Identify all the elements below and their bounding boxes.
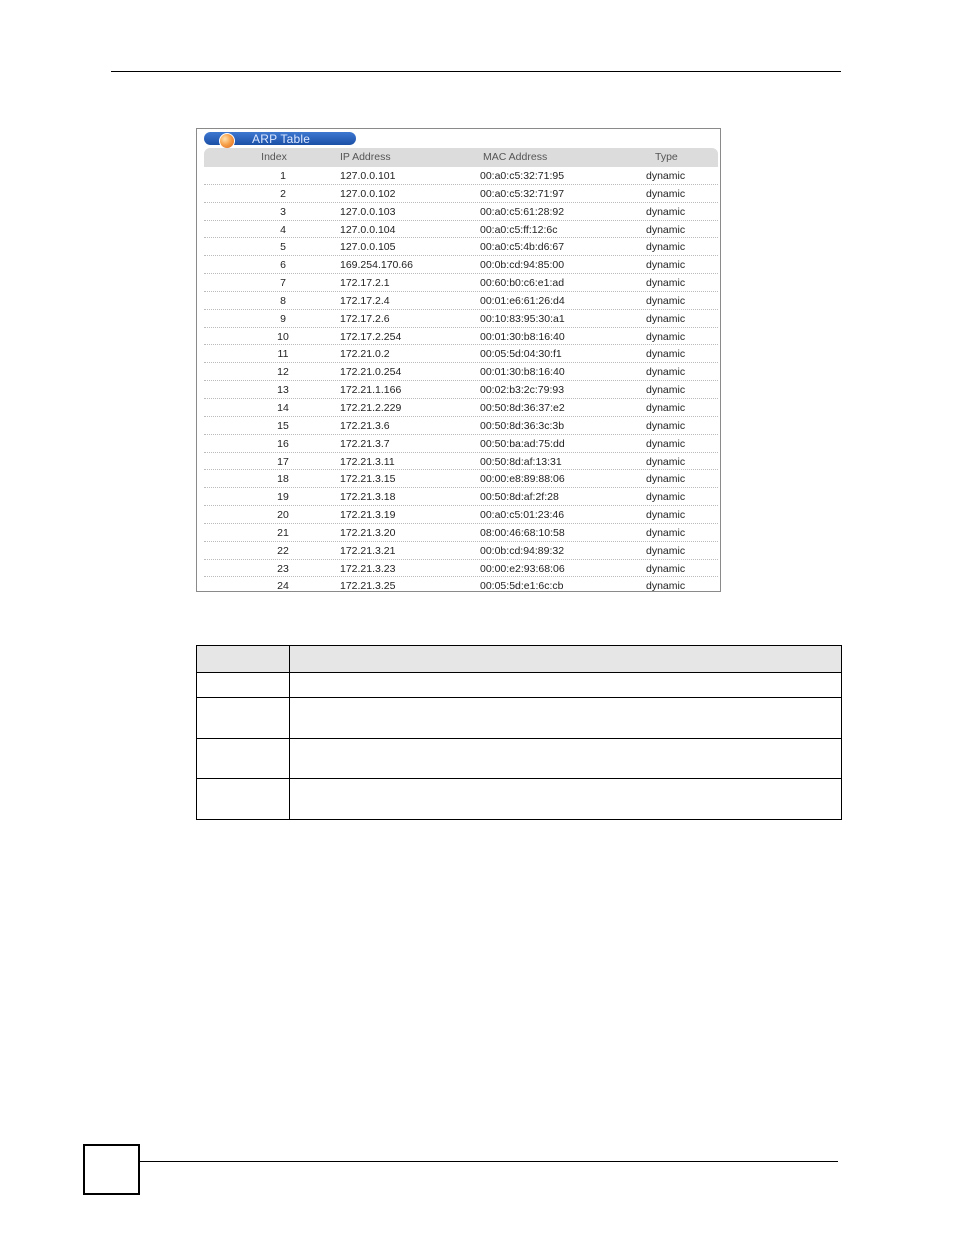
type-cell: dynamic [646, 473, 686, 486]
index-cell: 23 [277, 562, 289, 575]
ip-address-cell: 172.21.0.2 [340, 348, 390, 361]
type-cell: dynamic [646, 437, 686, 450]
table-row [204, 238, 718, 256]
table-row [197, 673, 842, 697]
type-cell: dynamic [646, 205, 686, 218]
table-row [204, 221, 718, 239]
index-cell: 2 [280, 187, 286, 200]
type-cell: dynamic [646, 366, 686, 379]
mac-address-cell: 00:60:b0:c6:e1:ad [480, 277, 565, 290]
ip-address-cell: 172.21.3.25 [340, 580, 396, 592]
table-row [204, 167, 718, 185]
ip-address-cell: 172.21.3.11 [340, 455, 395, 468]
label-cell [197, 697, 290, 738]
type-cell: dynamic [646, 223, 686, 236]
index-cell: 10 [277, 330, 289, 343]
mac-address-cell: 08:00:46:68:10:58 [480, 526, 565, 539]
type-cell: dynamic [646, 384, 686, 397]
ip-address-cell: 172.21.3.15 [340, 473, 396, 486]
ip-address-cell: 127.0.0.104 [340, 223, 396, 236]
description-cell [290, 697, 842, 738]
mac-address-cell: 00:05:5d:e1:6c:cb [480, 580, 564, 592]
arp-table-title: ARP Table [252, 132, 311, 146]
ip-address-cell: 127.0.0.102 [340, 187, 396, 200]
index-cell: 7 [280, 277, 286, 290]
table-row [204, 310, 718, 328]
table-row [204, 256, 718, 274]
arp-table-screenshot [196, 128, 721, 592]
ip-address-cell: 127.0.0.103 [340, 205, 396, 218]
orb-icon [219, 133, 235, 149]
type-cell: dynamic [646, 312, 686, 325]
type-cell: dynamic [646, 562, 686, 575]
ip-address-cell: 172.17.2.4 [340, 294, 390, 307]
type-cell: dynamic [646, 401, 686, 414]
mac-address-cell: 00:05:5d:04:30:f1 [480, 348, 562, 361]
type-cell: dynamic [646, 419, 686, 432]
description-cell [290, 673, 842, 697]
index-cell: 24 [277, 580, 289, 592]
ip-address-cell: 172.17.2.6 [340, 312, 390, 325]
column-header-index: Index [261, 151, 287, 163]
ip-address-cell: 172.21.3.6 [340, 419, 390, 432]
table-row [204, 381, 718, 399]
title-bar [204, 132, 356, 145]
type-cell: dynamic [646, 509, 686, 522]
table-row [204, 577, 718, 592]
table-row [204, 488, 718, 506]
ip-address-cell: 172.21.3.23 [340, 562, 396, 575]
table-row [204, 399, 718, 417]
index-cell: 17 [277, 455, 289, 468]
header-rule [111, 71, 841, 72]
ip-address-cell: 172.21.2.229 [340, 401, 402, 414]
type-cell: dynamic [646, 544, 686, 557]
table-row [204, 363, 718, 381]
mac-address-cell: 00:a0:c5:4b:d6:67 [480, 241, 565, 254]
description-cell [290, 779, 842, 820]
type-cell: dynamic [646, 294, 686, 307]
table-row [204, 542, 718, 560]
column-header-ip-address: IP Address [340, 151, 391, 163]
index-cell: 13 [277, 384, 289, 397]
index-cell: 3 [280, 205, 286, 218]
mac-address-cell: 00:a0:c5:32:71:97 [480, 187, 565, 200]
table-row [204, 274, 718, 292]
ip-address-cell: 172.21.3.18 [340, 491, 396, 504]
type-cell: dynamic [646, 259, 686, 272]
column-header-type: Type [655, 151, 678, 163]
description-table-header [197, 646, 842, 673]
mac-address-cell: 00:01:30:b8:16:40 [480, 366, 565, 379]
index-cell: 9 [280, 312, 286, 325]
arp-table-header [204, 148, 718, 167]
index-cell: 11 [277, 348, 289, 361]
type-cell: dynamic [646, 241, 686, 254]
table-row [197, 738, 842, 779]
mac-address-cell: 00:50:8d:36:3c:3b [480, 419, 565, 432]
description-table [196, 645, 842, 820]
table-row [204, 185, 718, 203]
column-header-mac-address: MAC Address [483, 151, 548, 163]
table-row [204, 417, 718, 435]
mac-address-cell: 00:a0:c5:01:23:46 [480, 509, 565, 522]
mac-address-cell: 00:a0:c5:ff:12:6c [480, 223, 558, 236]
label-header-cell [197, 646, 290, 673]
ip-address-cell: 172.21.3.7 [340, 437, 390, 450]
arp-table-body [204, 167, 718, 592]
type-cell: dynamic [646, 348, 686, 361]
table-row [204, 328, 718, 346]
index-cell: 16 [277, 437, 289, 450]
table-row [204, 560, 718, 578]
mac-address-cell: 00:a0:c5:61:28:92 [480, 205, 565, 218]
type-cell: dynamic [646, 491, 686, 504]
mac-address-cell: 00:02:b3:2c:79:93 [480, 384, 565, 397]
table-row [197, 779, 842, 820]
label-cell [197, 738, 290, 779]
table-row [204, 203, 718, 221]
table-row [197, 697, 842, 738]
mac-address-cell: 00:a0:c5:32:71:95 [480, 170, 565, 182]
index-cell: 21 [277, 526, 289, 539]
type-cell: dynamic [646, 455, 686, 468]
index-cell: 20 [277, 509, 289, 522]
mac-address-cell: 00:0b:cd:94:85:00 [480, 259, 565, 272]
index-cell: 5 [280, 241, 286, 254]
type-cell: dynamic [646, 187, 686, 200]
table-row [204, 524, 718, 542]
index-cell: 8 [280, 294, 286, 307]
index-cell: 22 [277, 544, 289, 557]
ip-address-cell: 172.21.3.19 [340, 509, 396, 522]
ip-address-cell: 172.21.1.166 [340, 384, 402, 397]
ip-address-cell: 127.0.0.105 [340, 241, 396, 254]
ip-address-cell: 172.21.3.21 [340, 544, 396, 557]
description-cell [290, 738, 842, 779]
index-cell: 15 [277, 419, 289, 432]
mac-address-cell: 00:10:83:95:30:a1 [480, 312, 565, 325]
mac-address-cell: 00:50:8d:af:2f:28 [480, 491, 559, 504]
ip-address-cell: 172.17.2.254 [340, 330, 402, 343]
ip-address-cell: 169.254.170.66 [340, 259, 413, 272]
mac-address-cell: 00:00:e8:89:88:06 [480, 473, 565, 486]
index-cell: 19 [277, 491, 289, 504]
type-cell: dynamic [646, 170, 686, 182]
table-row [204, 345, 718, 363]
ip-address-cell: 172.21.0.254 [340, 366, 402, 379]
table-row [204, 470, 718, 488]
mac-address-cell: 00:00:e2:93:68:06 [480, 562, 565, 575]
index-cell: 14 [277, 401, 289, 414]
label-cell [197, 779, 290, 820]
table-row [204, 453, 718, 471]
type-cell: dynamic [646, 277, 686, 290]
index-cell: 6 [280, 259, 286, 272]
table-row [204, 435, 718, 453]
index-cell: 12 [277, 366, 289, 379]
mac-address-cell: 00:0b:cd:94:89:32 [480, 544, 565, 557]
ip-address-cell: 172.17.2.1 [340, 277, 390, 290]
type-cell: dynamic [646, 526, 686, 539]
type-cell: dynamic [646, 330, 686, 343]
label-cell [197, 673, 290, 697]
type-cell: dynamic [646, 580, 686, 592]
mac-address-cell: 00:50:8d:af:13:31 [480, 455, 562, 468]
description-header-cell [290, 646, 842, 673]
page-number-box [83, 1144, 140, 1195]
mac-address-cell: 00:01:e6:61:26:d4 [480, 294, 565, 307]
ip-address-cell: 127.0.0.101 [340, 170, 396, 182]
table-row [204, 292, 718, 310]
ip-address-cell: 172.21.3.20 [340, 526, 396, 539]
footer-rule [140, 1161, 838, 1162]
index-cell: 1 [280, 170, 286, 182]
index-cell: 4 [280, 223, 286, 236]
mac-address-cell: 00:01:30:b8:16:40 [480, 330, 565, 343]
index-cell: 18 [277, 473, 289, 486]
mac-address-cell: 00:50:ba:ad:75:dd [480, 437, 565, 450]
mac-address-cell: 00:50:8d:36:37:e2 [480, 401, 565, 414]
table-row [204, 506, 718, 524]
